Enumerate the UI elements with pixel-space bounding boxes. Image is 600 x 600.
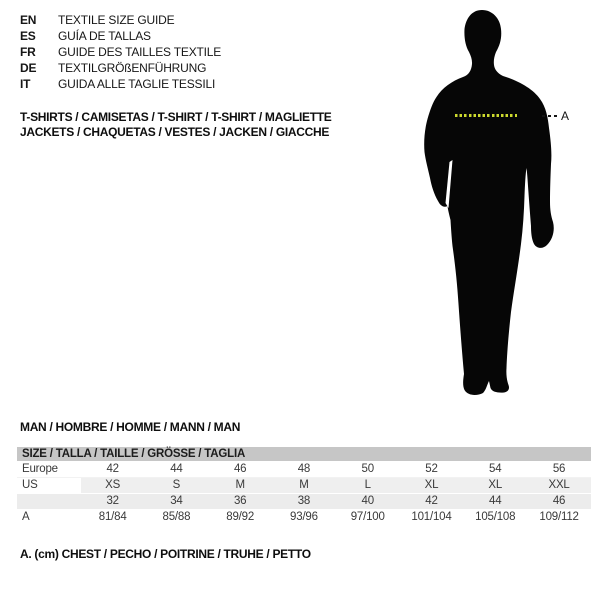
size-value: XL	[400, 477, 464, 493]
section-title-man: MAN / HOMBRE / HOMME / MANN / MAN	[20, 420, 241, 434]
size-value: 38	[272, 493, 336, 509]
size-value: 40	[336, 493, 400, 509]
garment-categories	[20, 110, 332, 140]
size-value: 44	[463, 493, 527, 509]
size-value: 48	[272, 461, 336, 477]
size-value: 46	[527, 493, 591, 509]
language-code: EN	[20, 13, 37, 27]
language-text: TEXTILE SIZE GUIDE	[58, 13, 175, 27]
man-silhouette-icon	[378, 8, 568, 398]
size-value: XL	[463, 477, 527, 493]
size-value: 109/112	[539, 511, 579, 524]
category-tshirts: T-SHIRTS / CAMISETAS / T-SHIRT / T-SHIRT / MAGLIETTE	[20, 110, 332, 124]
row-label: Europe	[17, 461, 81, 477]
size-value: 105/108	[475, 511, 516, 524]
language-code: FR	[20, 45, 36, 59]
size-value: 44	[145, 461, 209, 477]
size-value: 101/104	[411, 511, 452, 524]
size-value: S	[145, 477, 209, 493]
table-row-europe	[17, 461, 591, 477]
table-row-chest-a	[17, 509, 591, 525]
size-value: XS	[81, 477, 145, 493]
measure-label-a: A	[561, 109, 570, 123]
language-text: TEXTILGRÖßENFÜHRUNG	[58, 61, 207, 75]
size-value: M	[272, 477, 336, 493]
size-value: 93/96	[290, 511, 318, 524]
size-value: 54	[463, 461, 527, 477]
language-text: GUIDE DES TAILLES TEXTILE	[58, 45, 222, 59]
language-code: IT	[20, 77, 31, 91]
language-text: GUIDA ALLE TAGLIE TESSILI	[58, 77, 216, 91]
size-value: 36	[208, 493, 272, 509]
table-row-us	[17, 477, 591, 493]
row-label	[17, 493, 81, 509]
size-value: 81/84	[98, 511, 127, 524]
chest-measure-line-a	[455, 114, 517, 117]
size-value: 42	[81, 461, 145, 477]
language-row-it	[20, 76, 221, 92]
size-value: 52	[400, 461, 464, 477]
language-code: DE	[20, 61, 37, 75]
measure-callout-dashes	[542, 115, 559, 117]
row-label: US	[17, 477, 81, 493]
size-value: 97/100	[350, 511, 385, 524]
size-value: XXL	[527, 477, 591, 493]
row-label: A	[22, 511, 30, 524]
size-table	[17, 447, 591, 525]
man-silhouette-figure	[378, 8, 568, 398]
size-table-header-row	[17, 447, 591, 461]
size-value: 89/92	[226, 511, 255, 524]
language-text: GUÍA DE TALLAS	[58, 29, 151, 43]
footnote-chest-legend: A. (cm) CHEST / PECHO / POITRINE / TRUHE / PETTO	[20, 547, 311, 561]
language-row-de	[20, 60, 221, 76]
language-row-fr	[20, 44, 221, 60]
category-jackets: JACKETS / CHAQUETAS / VESTES / JACKEN / GIACCHE	[20, 125, 330, 139]
size-value: 46	[208, 461, 272, 477]
size-value: 56	[527, 461, 591, 477]
size-value: 42	[400, 493, 464, 509]
size-value: 50	[336, 461, 400, 477]
language-row-en	[20, 12, 221, 28]
language-code: ES	[20, 29, 36, 43]
size-table-header: SIZE / TALLA / TAILLE / GRÖSSE / TAGLIA	[17, 447, 591, 461]
table-row-numeric	[17, 493, 591, 509]
language-row-es	[20, 28, 221, 44]
size-value: M	[208, 477, 272, 493]
size-value: 34	[145, 493, 209, 509]
language-list	[20, 12, 221, 92]
size-value: 32	[81, 493, 145, 509]
size-value: 85/88	[162, 511, 191, 524]
size-value: L	[336, 477, 400, 493]
